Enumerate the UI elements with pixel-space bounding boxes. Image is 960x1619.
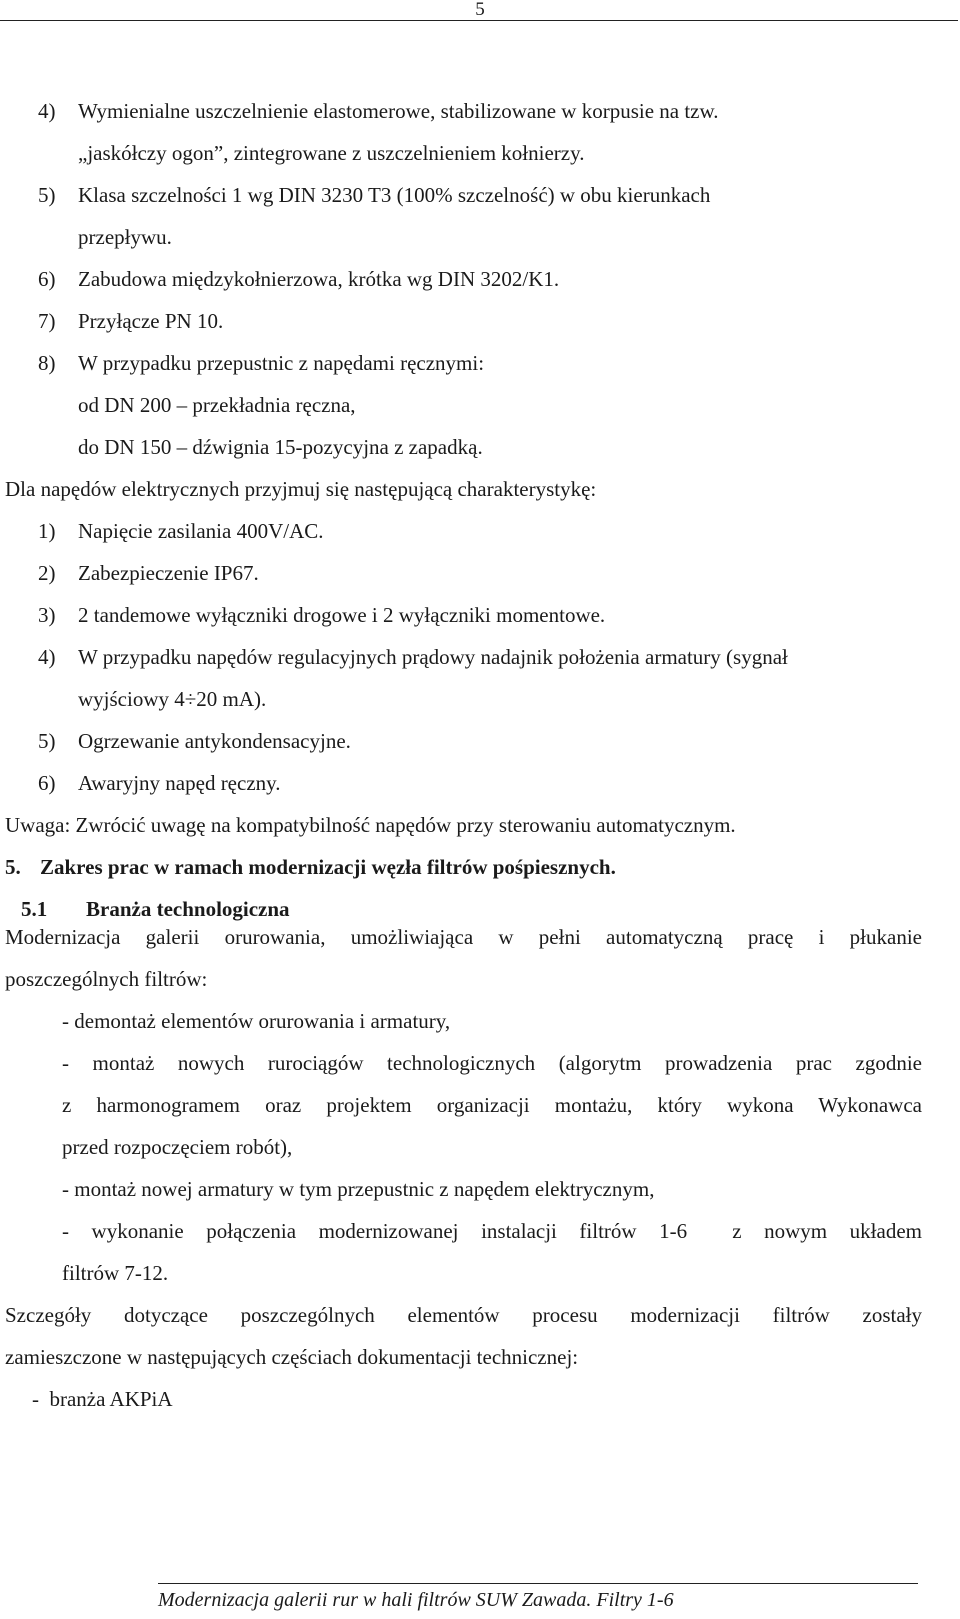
list-a-line: do DN 150 – dźwignia 15-pozycyjna z zapadką. [78, 435, 483, 459]
list-b-number: 4) [38, 645, 56, 669]
list-b-number: 3) [38, 603, 56, 627]
list-a-line: Przyłącze PN 10. [78, 309, 224, 333]
list-b-line: Ogrzewanie antykondensacyjne. [78, 729, 351, 753]
note: Uwaga: Zwrócić uwagę na kompatybilność napędów przy sterowaniu automatycznym. [5, 813, 736, 837]
footer-text: Modernizacja galerii rur w hali filtrów SUW Zawada. Filtry 1-6 [158, 1589, 674, 1611]
details-line: Szczegóły dotyczące poszczególnych elementów procesu modernizacji filtrów zostały [5, 1303, 922, 1327]
list-a-line: Klasa szczelności 1 wg DIN 3230 T3 (100% szczelność) w obu kierunkach [78, 183, 711, 207]
list-b-line: wyjściowy 4÷20 mA). [78, 687, 267, 711]
list-a-number: 6) [38, 267, 56, 291]
list-a-number: 5) [38, 183, 56, 207]
page-number: 5 [475, 0, 485, 20]
electric-intro: Dla napędów elektrycznych przyjmuj się następującą charakterystykę: [5, 477, 597, 501]
branch-item: - branża AKPiA [32, 1387, 173, 1411]
list-b-number: 5) [38, 729, 56, 753]
list-b-number: 2) [38, 561, 56, 585]
list-a-number: 7) [38, 309, 56, 333]
header-rule [0, 20, 958, 21]
task-line: filtrów 7-12. [62, 1261, 169, 1285]
task-line: przed rozpoczęciem robót), [62, 1135, 293, 1159]
list-a-line: Wymienialne uszczelnienie elastomerowe, stabilizowane w korpusie na tzw. [78, 99, 719, 123]
list-b-line: Zabezpieczenie IP67. [78, 561, 259, 585]
list-b-line: Awaryjny napęd ręczny. [78, 771, 281, 795]
details-line: zamieszczone w następujących częściach dokumentacji technicznej: [5, 1345, 579, 1369]
footer-rule [158, 1583, 918, 1584]
list-a-line: „jaskółczy ogon”, zintegrowane z uszczelnieniem kołnierzy. [78, 141, 585, 165]
list-a-number: 8) [38, 351, 56, 375]
task-line: - wykonanie połączenia modernizowanej instalacji filtrów 1-6 z nowym układem [62, 1219, 922, 1243]
list-b-line: 2 tandemowe wyłączniki drogowe i 2 wyłączniki momentowe. [78, 603, 606, 627]
list-a-line: od DN 200 – przekładnia ręczna, [78, 393, 356, 417]
list-a-line: W przypadku przepustnic z napędami ręcznymi: [78, 351, 485, 375]
task-line: z harmonogramem oraz projektem organizacji montażu, który wykona Wykonawca [62, 1093, 922, 1117]
task-line: - montaż nowych rurociągów technologicznych (algorytm prowadzenia prac zgodnie [62, 1051, 922, 1075]
list-a-line: przepływu. [78, 225, 172, 249]
list-b-line: Napięcie zasilania 400V/AC. [78, 519, 324, 543]
list-b-line: W przypadku napędów regulacyjnych prądowy nadajnik położenia armatury (sygnał [78, 645, 788, 669]
list-b-number: 6) [38, 771, 56, 795]
list-b-number: 1) [38, 519, 56, 543]
section-5-1-number: 5.1 [21, 897, 48, 921]
task-line: - montaż nowej armatury w tym przepustnic z napędem elektrycznym, [62, 1177, 655, 1201]
task-line: - demontaż elementów orurowania i armatury, [62, 1009, 451, 1033]
list-a-number: 4) [38, 99, 56, 123]
section-5-1-title: Branża technologiczna [86, 897, 290, 921]
section-5-number: 5. [5, 855, 21, 879]
list-a-line: Zabudowa międzykołnierzowa, krótka wg DIN 3202/K1. [78, 267, 560, 291]
intro-line: poszczególnych filtrów: [5, 967, 208, 991]
section-5-title: Zakres prac w ramach modernizacji węzła filtrów pośpiesznych. [40, 855, 616, 879]
intro-line: Modernizacja galerii orurowania, umożliwiająca w pełni automatyczną pracę i płukanie [5, 925, 922, 949]
